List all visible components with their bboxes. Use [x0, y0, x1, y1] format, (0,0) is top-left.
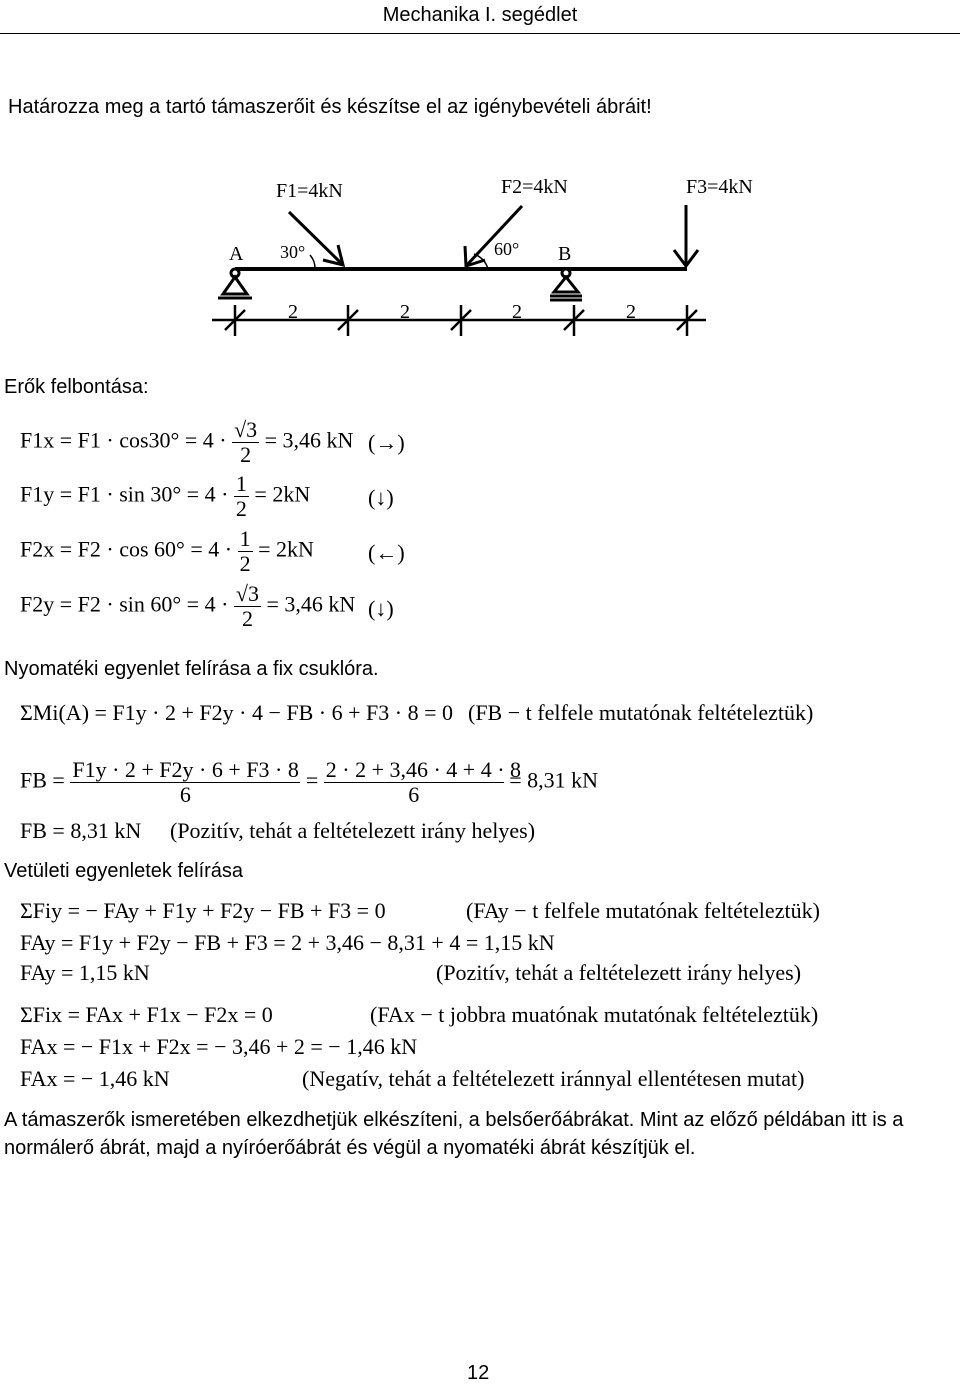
fay-result-line: FAy = 1,15 kN — [20, 960, 150, 985]
fb-result-note: (Pozitív, tehát a feltételezett irány helyes) — [170, 818, 536, 843]
equation-f1x: F1x = F1 · cos30° = 4 · $\frac{√3}{2}$ = 3,46 kN — [20, 417, 354, 468]
direction-f2x: (←) — [368, 540, 405, 565]
support-label-b: B — [558, 243, 572, 265]
arrow-f3 — [674, 205, 698, 266]
support-b — [550, 269, 582, 300]
direction-f1y: (↓) — [368, 485, 394, 510]
fb-result-line: FB = 8,31 kN — [20, 818, 142, 843]
load-label-f3: F3=4kN — [686, 176, 753, 198]
fay-result-note: (Pozitív, tehát a feltételezett irány helyes) — [436, 960, 802, 985]
closing-paragraph: A támaszerők ismeretében elkezdhetjük elkészíteni, a belsőerőábrákat. Mint az előző példában itt is a normálerő ábrát, majd a nyíróerőábrát és végül a nyomatéki ábrát készítjük el. — [4, 1109, 904, 1159]
load-label-f1: F1=4kN — [276, 180, 343, 202]
fax-result-line: FAx = − 1,46 kN — [20, 1066, 170, 1091]
fx-sum-equation: ΣFix = FAx + F1x − F2x = 0 — [20, 1002, 273, 1027]
fay-calc-equation: FAy = F1y + F2y − FB + F3 = 2 + 3,46 − 8,31 + 4 = 1,15 kN — [20, 930, 555, 955]
section-title-decomposition: Erők felbontása: — [4, 376, 149, 398]
section-title-projection: Vetületi egyenletek felírása — [4, 860, 244, 882]
fx-sum-note: (FAx − t jobbra muatónak mutatónak feltételeztük) — [370, 1002, 819, 1027]
angle-label-60: 60° — [494, 239, 520, 259]
section-title-moment: Nyomatéki egyenlet felírása a fix csuklóra. — [4, 658, 379, 680]
fy-sum-note: (FAy − t felfele mutatónak feltételeztük) — [466, 898, 820, 923]
angle-label-30: 30° — [280, 242, 306, 262]
fax-calc-equation: FAx = − F1x + F2x = − 3,46 + 2 = − 1,46 kN — [20, 1034, 418, 1059]
span-label: 2 — [626, 301, 636, 323]
beam-figure — [0, 160, 960, 340]
equation-f2y: F2y = F2 · sin 60° = 4 · $\frac{√3}{2}$ = 3,46 kN — [20, 581, 356, 632]
header-rule — [0, 33, 960, 34]
support-label-a: A — [229, 243, 244, 265]
fb-equation: FB = $\frac{F1y \cdot 2 + F2y \cdot 6 + F3 \cdot 8}{6}$ = $\frac{2 \cdot 2 + 3,46 \cdot 4 + 4 \cdot 8}{6}$ = 8,31 kN — [20, 757, 599, 808]
task-statement: Határozza meg a tartó támaszerőit és készítse el az igénybevételi ábráit! — [8, 96, 652, 118]
load-label-f2: F2=4kN — [501, 176, 568, 198]
moment-note: (FB − t felfele mutatónak feltételeztük) — [468, 700, 814, 725]
fy-sum-equation: ΣFiy = − FAy + F1y + F2y − FB + F3 = 0 — [20, 898, 386, 923]
direction-f1x: (→) — [368, 430, 405, 455]
page-header: Mechanika I. segédlet — [382, 4, 578, 26]
fax-result-note: (Negatív, tehát a feltételezett iránnyal ellentétesen mutat) — [302, 1066, 805, 1091]
equation-f1y: F1y = F1 · sin 30° = 4 · $\frac{1}{2}$ = 2kN — [20, 471, 311, 522]
direction-f2y: (↓) — [368, 596, 394, 621]
page-number: 12 — [467, 1362, 490, 1384]
span-label: 2 — [400, 301, 410, 323]
equation-f2x: F2x = F2 · cos 60° = 4 · $\frac{1}{2}$ = 2kN — [20, 526, 314, 577]
support-a — [218, 269, 252, 298]
span-label: 2 — [512, 301, 522, 323]
moment-equation: ΣMi(A) = F1y · 2 + F2y · 4 − FB · 6 + F3 · 8 = 0 — [20, 700, 453, 725]
angle-arc-30 — [310, 255, 315, 269]
span-label: 2 — [288, 301, 298, 323]
